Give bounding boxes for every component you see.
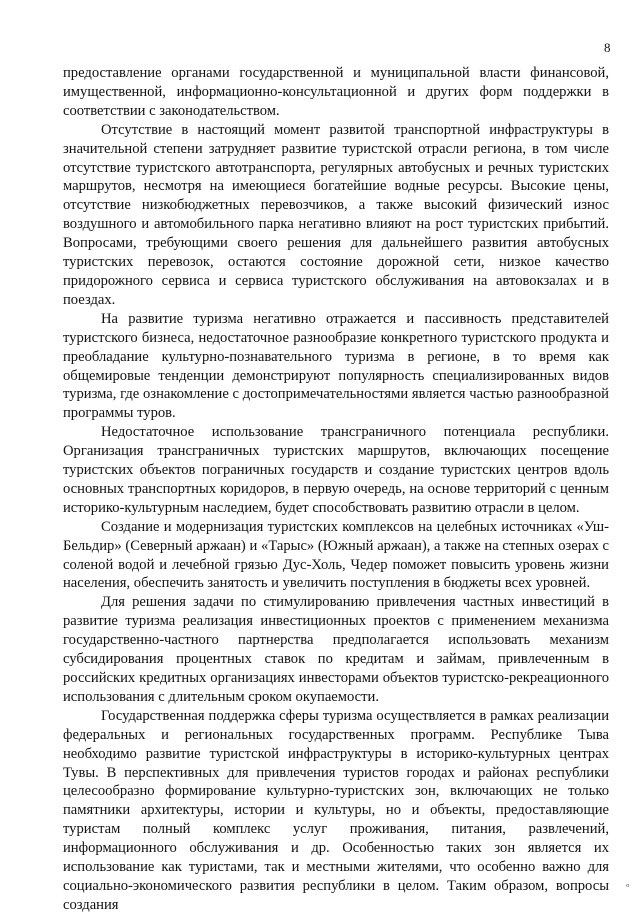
paragraph-business-passivity: На развитие туризма негативно отражается и пассивность представителей туристского бизнеса, недостаточное разнообразие конкретного туристского продукта и преобладание культурно-познавательного туризма в регионе, в то время как общемировые тенденции демонстрируют популярность специализированных видов туризма, где ознакомление с достопримечательностями является частью разнообразной программы туров. xyxy=(63,310,609,422)
paragraph-resort-complexes: Создание и модернизация туристских комплексов на целебных источниках «Уш-Бельдир» (Северный аржаан) и «Тарыс» (Южный аржаан), а также на степных озерах с соленой водой и лечебной грязью Дус-Холь, Чедер поможет повысить уровень жизни населения, обеспечить занятость и увеличить поступления в бюджеты всех уровней. xyxy=(63,518,609,592)
paragraph-cross-border-potential: Недостаточное использование трансграничного потенциала республики. Организация трансграничных туристских маршрутов, включающих посещение туристских объектов пограничных государств и создание туристских центров вдоль основных транспортных коридоров, в первую очередь, на основе территорий с ценным историко-культурным наследием, будет способствовать развитию отрасли в целом. xyxy=(63,424,609,516)
paragraph-transport-infrastructure: Отсутствие в настоящий момент развитой транспортной инфраструктуры в значительной степени затрудняет развитие туристской отрасли региона, в том числе отсутствие туристского автотранспорта, регулярных автобусных и речных туристских маршрутов, несмотря на имеющиеся богатейшие водные ресурсы. Высокие цены, отсутствие низкобюджетных перевозчиков, а также высокий физический износ воздушного и автомобильного парка негативно влияют на рост туристских прибытий. Вопросами, требующими своего решения для дальнейшего развития автобусных туристских перевозок, остаются состояние дорожной сети, низкое качество придорожного сервиса и сервиса туристского обслуживания на автовокзалах и в поездах. xyxy=(63,121,609,308)
page-number: 8 xyxy=(604,40,611,55)
paragraph-private-investment: Для решения задачи по стимулированию привлечения частных инвестиций в развитие туризма реализация инвестиционных проектов с применением механизма государственно-частного партнерства предполагается использовать механизм субсидирования процентных ставок по кредитам и займам, привлеченным в российских кредитных организациях инвесторами объектов туристско-рекреационного использования с длительным сроком окупаемости. xyxy=(63,594,609,705)
paragraph-continuation: предоставление органами государственной и муниципальной власти финансовой, имущественной, информационно-консультационной и других форм поддержки в соответствии с законодательством. xyxy=(63,65,609,119)
corner-mark: ᵒ xyxy=(626,883,630,893)
document-body xyxy=(63,64,609,915)
paragraph-state-support: Государственная поддержка сферы туризма осуществляется в рамках реализации федеральных и региональных государственных программ. Республике Тыва необходимо развитие туристской инфраструктуры в историко-культурных центрах Тувы. В перспективных для привлечения туристов городах и районах республики целесообразно формирование культурно-туристских зон, включающих не только памятники архитектуры, истории и культуры, но и объекты, предоставляющие туристам полный комплекс услуг проживания, питания, развлечений, информационного обслуживания и др. Особенностью таких зон является их использование как туристами, так и местными жителями, что особенно важно для социально-экономического развития республики в целом. Таким образом, вопросы создания xyxy=(63,707,609,913)
